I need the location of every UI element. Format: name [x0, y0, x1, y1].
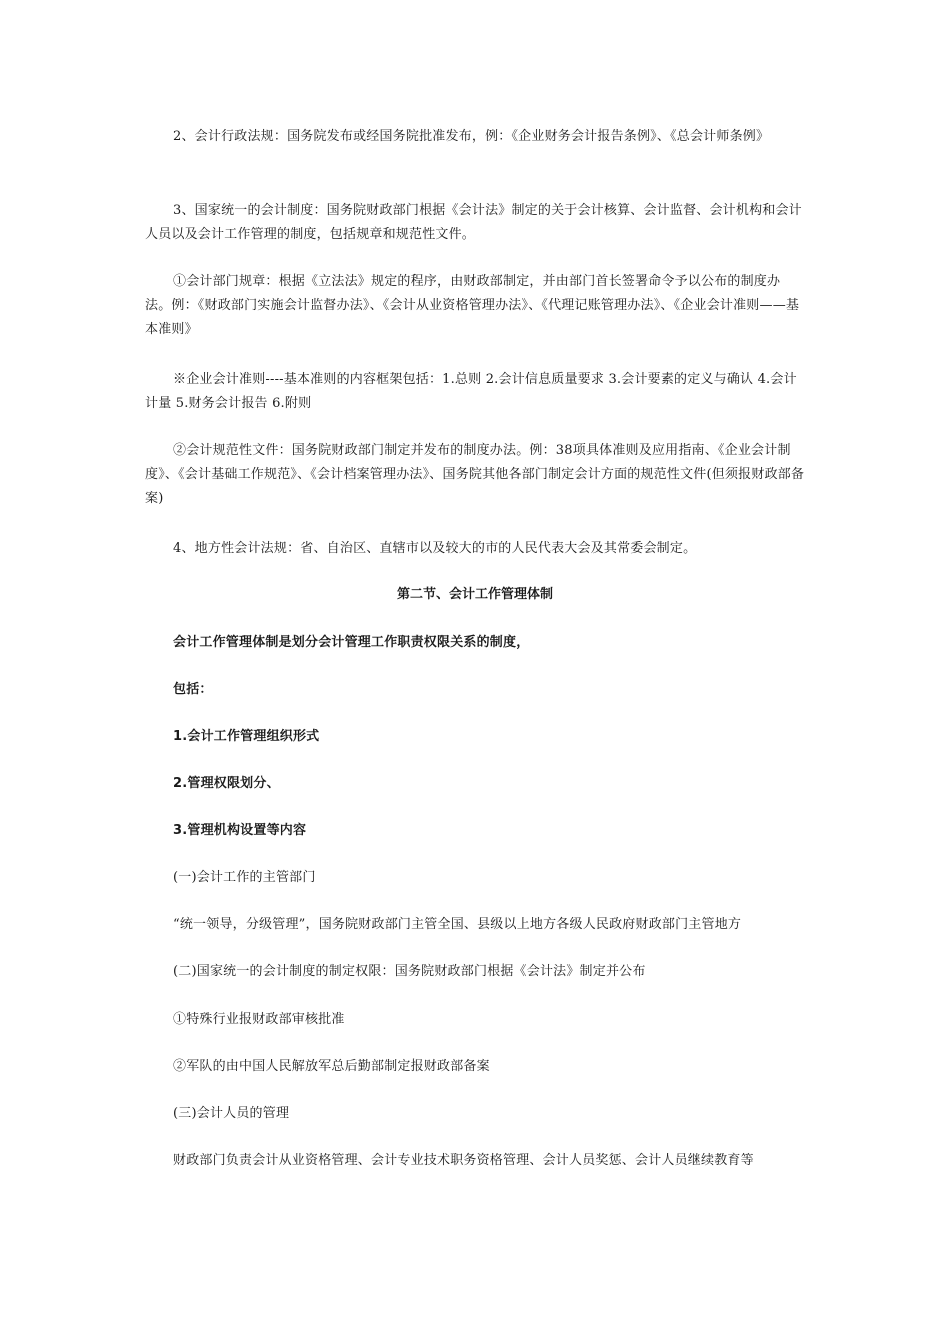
line-special-industries: ①特殊行业报财政部审核批准 [173, 1012, 345, 1027]
paragraph-administrative-regulations: 2、会计行政法规：国务院发布或经国务院批准发布，例：《企业财务会计报告条例》、《总会计师条例》 [173, 129, 770, 144]
section-item-1: 1.会计工作管理组织形式 [173, 729, 320, 744]
paragraph-local-regulations: 4、地方性会计法规：省、自治区、直辖市以及较大的市的人民代表大会及其常委会制定。 [173, 541, 697, 556]
section-item-3: 3.管理机构设置等内容 [173, 823, 307, 838]
line-finance-department-duties: 财政部门负责会计从业资格管理、会计专业技术职务资格管理、会计人员奖惩、会计人员继续教育等 [173, 1153, 754, 1168]
section-includes-label: 包括： [173, 682, 213, 697]
subsection-formulation-authority: (二)国家统一的会计制度的制定权限：国务院财政部门根据《会计法》制定并公布 [173, 964, 646, 979]
section-intro: 会计工作管理体制是划分会计管理工作职责权限关系的制度， [173, 635, 530, 650]
paragraph-basic-standards-framework: ※企业会计准则----基本准则的内容框架包括：1.总则 2.会计信息质量要求 3.会计要素的定义与确认 4.会计计量 5.财务会计报告 6.附则 [145, 372, 797, 411]
subsection-personnel-management: (三)会计人员的管理 [173, 1106, 290, 1121]
paragraph-unified-accounting-system: 3、国家统一的会计制度：国务院财政部门根据《会计法》制定的关于会计核算、会计监督、会计机构和会计人员以及会计工作管理的制度，包括规章和规范性文件。 [145, 203, 802, 242]
line-military: ②军队的由中国人民解放军总后勤部制定报财政部备案 [173, 1059, 490, 1074]
line-unified-leadership: “统一领导，分级管理”，国务院财政部门主管全国、县级以上地方各级人民政府财政部门主管地方 [173, 917, 742, 932]
section-item-2: 2.管理权限划分、 [173, 776, 280, 791]
paragraph-normative-documents: ②会计规范性文件：国务院财政部门制定并发布的制度办法。例：38项具体准则及应用指南、《企业会计制度》、《会计基础工作规范》、《会计档案管理办法》、国务院其他各部门制定会计方面的规范性文件(但须报财政部备案) [145, 443, 805, 506]
paragraph-department-rules: ①会计部门规章：根据《立法法》规定的程序，由财政部制定，并由部门首长签署命令予以公布的制度办法。例：《财政部门实施会计监督办法》、《会计从业资格管理办法》、《代理记账管理办法》、《企业会计准则——基本准则》 [145, 274, 800, 337]
subsection-competent-department: (一)会计工作的主管部门 [173, 870, 316, 885]
section-heading: 第二节、会计工作管理体制 [396, 587, 553, 602]
